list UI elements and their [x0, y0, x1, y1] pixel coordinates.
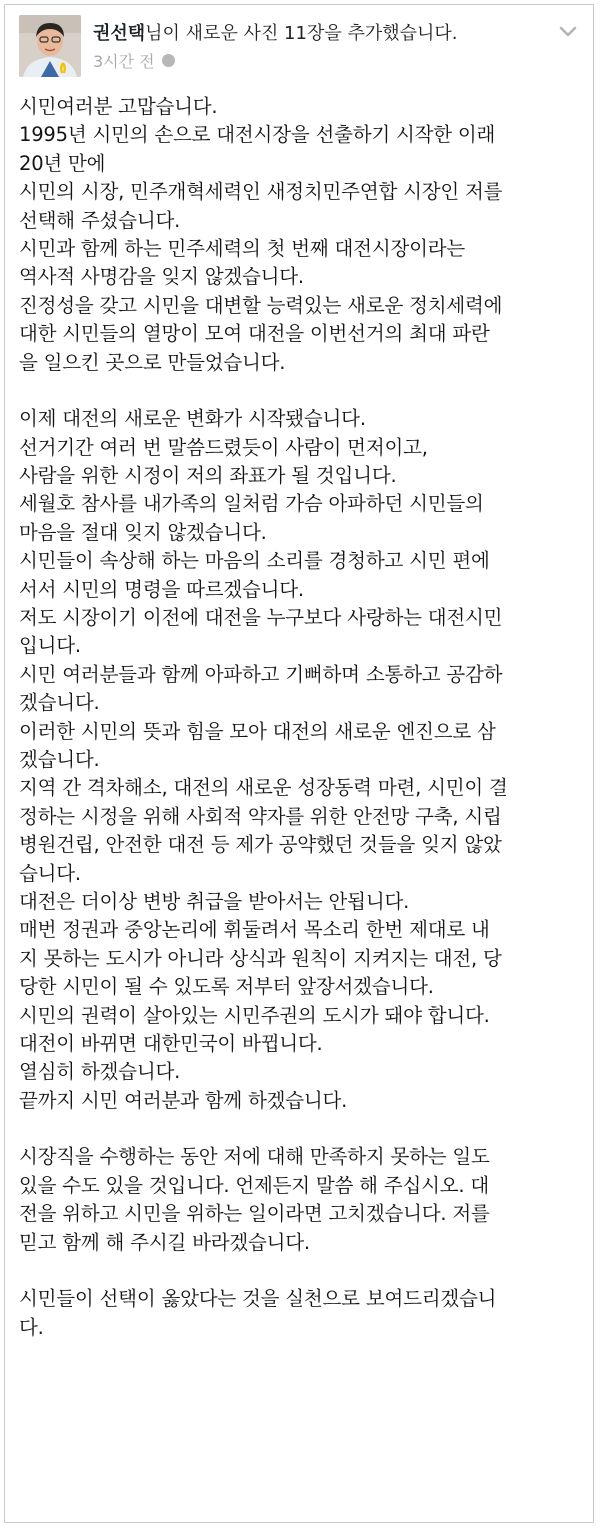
post-text-line: 습니다. [19, 861, 81, 885]
author-name-link[interactable]: 권선택 [93, 23, 146, 44]
post-header [19, 15, 583, 79]
post-card [4, 4, 594, 1523]
post-text-line: 정하는 시정을 위해 사회적 약자를 위한 안전망 구축, 시립 [19, 804, 502, 828]
post-text-line: 사람을 위한 시정이 저의 좌표가 될 것입니다. [19, 464, 397, 488]
post-title [93, 19, 458, 45]
post-text-line: 20년 만에 [19, 151, 106, 175]
post-text-line: 시민과 함께 하는 민주세력의 첫 번째 대전시장이라는 [19, 236, 466, 260]
timestamp-link[interactable]: 3시간 전 [93, 52, 155, 71]
post-text-line: 끝까지 시민 여러분과 함께 하겠습니다. [19, 1088, 348, 1112]
post-text-line: 서서 시민의 명령을 따르겠습니다. [19, 577, 304, 601]
post-text-line: 겠습니다. [19, 691, 100, 715]
post-text-line: 있을 수도 있을 것입니다. 언제든지 말씀 해 주십시오. 대 [19, 1173, 489, 1197]
post-text-line: 시민들이 속상해 하는 마음의 소리를 경청하고 시민 편에 [19, 549, 490, 573]
post-text-line: 을 일으킨 곳으로 만들었습니다. [19, 350, 286, 374]
post-text-line: 이러한 시민의 뜻과 힘을 모아 대전의 새로운 엔진으로 삼 [19, 719, 496, 743]
post-text-line: 전을 위하고 시민을 위하는 일이라면 고치겠습니다. 저를 [19, 1202, 490, 1226]
avatar-photo [19, 15, 81, 77]
post-text-line: 시민의 권력이 살아있는 시민주권의 도시가 돼야 합니다. [19, 1003, 490, 1027]
post-text-line: 시민들이 선택이 옳았다는 것을 실천으로 보여드리겠습니 [19, 1287, 497, 1311]
post-text-line: 병원건립, 안전한 대전 등 제가 공약했던 것들을 잊지 않았 [19, 833, 502, 857]
avatar[interactable] [19, 15, 81, 77]
post-text-line: 입니다. [19, 634, 81, 658]
post-text-line: 역사적 사명감을 잊지 않겠습니다. [19, 265, 304, 289]
post-text-line: 당한 시민이 될 수 있도록 저부터 앞장서겠습니다. [19, 975, 434, 999]
post-text-line: 시민 여러분들과 함께 아파하고 기뻐하며 소통하고 공감하 [19, 662, 503, 686]
post-text-line: 시장직을 수행하는 동안 저에 대해 만족하지 못하는 일도 [19, 1145, 490, 1169]
post-text-line: 지역 간 격차해소, 대전의 새로운 성장동력 마련, 시민이 결 [19, 776, 508, 800]
post-text-line: 대전이 바뀌면 대한민국이 바뀝니다. [19, 1031, 323, 1055]
post-text-line: 이제 대전의 새로운 변화가 시작됐습니다. [19, 407, 366, 431]
paragraph-break [19, 1257, 591, 1285]
post-text-line: 겠습니다. [19, 747, 100, 771]
post-text-line: 세월호 참사를 내가족의 일처럼 가슴 아파하던 시민들의 [19, 492, 484, 516]
post-text-line: 마음을 절대 잊지 않겠습니다. [19, 520, 267, 544]
chevron-down-icon[interactable] [559, 25, 577, 39]
post-body [19, 93, 591, 1342]
paragraph-break [19, 1115, 591, 1143]
post-meta [93, 49, 175, 72]
post-text-line: 선거기간 여러 번 말씀드렸듯이 사람이 먼저이고, [19, 435, 428, 459]
post-text-line: 대전은 더이상 변방 취급을 받아서는 안됩니다. [19, 889, 410, 913]
post-text-line: 믿고 함께 해 주시길 바라겠습니다. [19, 1230, 310, 1254]
paragraph-break [19, 377, 591, 405]
post-text-line: 시민의 시장, 민주개혁세력인 새정치민주연합 시장인 저를 [19, 180, 503, 204]
post-text-line: 지 못하는 도시가 아니라 상식과 원칙이 지켜지는 대전, 당 [19, 946, 502, 970]
post-text-line: 저도 시장이기 이전에 대전을 누구보다 사랑하는 대전시민 [19, 606, 503, 630]
post-text-line: 진정성을 갖고 시민을 대변할 능력있는 새로운 정치세력에 [19, 293, 503, 317]
post-text-line: 매번 정권과 중앙논리에 휘둘려서 목소리 한번 제대로 내 [19, 918, 490, 942]
post-action-text: 님이 새로운 사진 11장을 추가했습니다. [145, 23, 458, 44]
post-text-line: 시민여러분 고맙습니다. [19, 95, 218, 118]
post-text-line: 선택해 주셨습니다. [19, 208, 181, 232]
post-text-line: 열심히 하겠습니다. [19, 1060, 181, 1084]
globe-icon [162, 54, 175, 67]
post-text-line: 대한 시민들의 열망이 모여 대전을 이번선거의 최대 파란 [19, 322, 490, 346]
post-text-line: 다. [19, 1315, 44, 1339]
post-text-line: 1995년 시민의 손으로 대전시장을 선출하기 시작한 이래 [19, 123, 496, 147]
